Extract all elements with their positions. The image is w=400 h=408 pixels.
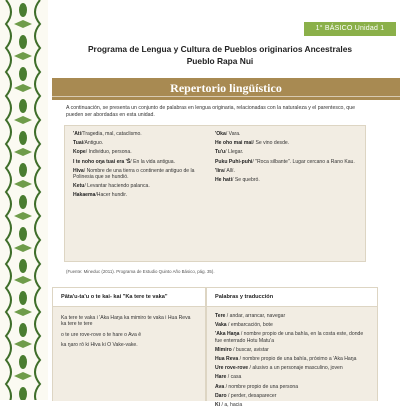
translation-entry	[215, 313, 369, 319]
vocab-term: 'Oka	[215, 131, 226, 137]
translation-entry	[215, 384, 369, 390]
translation-box	[206, 287, 378, 408]
vocab-entry	[73, 140, 203, 146]
section-title: Repertorio lingüístico	[170, 81, 282, 95]
vocab-term: Ketu	[73, 183, 85, 190]
vocab-entry	[215, 131, 355, 137]
vocab-def: /Antiguo.	[83, 140, 104, 147]
vocab-entry	[215, 168, 355, 174]
song-line: ka ŋaro rō ki Hiva ki O Vake-vake.	[61, 342, 138, 349]
vocabulary-box	[64, 125, 366, 262]
song-heading: Pāta'u-ta'u o te kai- kai "Ka tere te vaka"	[53, 288, 205, 307]
vocab-term: 'Iira	[215, 167, 224, 174]
translation-def: / alusivo a un personaje masculino, joven	[248, 365, 343, 372]
translation-term: Ure rove-rove	[215, 365, 249, 372]
vocab-entry	[215, 159, 355, 165]
translation-term: Hare	[215, 374, 227, 381]
vocab-def: / Llegar.	[225, 149, 244, 156]
translation-term: Ŋaro	[215, 392, 227, 399]
vocabulary-column-right	[215, 131, 355, 186]
translation-term: Ki	[215, 402, 221, 408]
song-line: o te ure rove-rove o te hare o Ava ē	[61, 331, 142, 338]
song-box	[52, 287, 206, 401]
vocab-entry	[73, 131, 203, 137]
vocab-def: / En la vida antigua.	[130, 158, 175, 165]
intro-paragraph: A continuación, se presenta un conjunto de palabras en lengua originaria, relacionadas con la naturaleza y el parentesco, que pueden ser abordadas en esta unidad.	[66, 105, 355, 118]
translation-term: Ava	[215, 383, 225, 390]
vocab-def: / Allí.	[223, 167, 235, 174]
translation-def: / buscar, avistar	[231, 346, 269, 353]
vocab-term: Puku Puhi-puhi	[215, 158, 253, 165]
vocab-entry	[215, 177, 355, 183]
translation-def: / andar, arrancar, navegar	[225, 313, 286, 319]
translation-heading: Palabras y traducción	[207, 288, 377, 307]
vocab-term: Hakaema	[73, 192, 96, 199]
translation-term: Tere	[215, 313, 226, 319]
translation-def: / a, hacia	[220, 402, 243, 408]
translation-term: 'Aka Haŋa	[215, 331, 240, 338]
vocab-term: He hati	[215, 177, 232, 184]
vocab-entry	[215, 149, 355, 155]
vocab-def: / Nombre de una tierra o continente antiguo de la Polinesia que se hundió.	[73, 167, 195, 181]
vocab-term: Kope	[73, 149, 86, 156]
leaf-pattern-icon	[0, 0, 48, 400]
vocab-def: / Se vino desde.	[252, 140, 290, 147]
vocab-def: / Vara.	[225, 131, 241, 137]
vocab-term: Tuai	[73, 140, 84, 147]
vocab-term: Hiva	[73, 167, 84, 174]
vocab-term: He oho mai mai	[215, 140, 253, 147]
translation-entry	[215, 322, 369, 328]
vocab-entry	[73, 183, 203, 189]
translation-def: / embarcación, bote	[226, 322, 273, 329]
translation-entry	[215, 365, 369, 371]
vocab-entry	[73, 149, 203, 155]
translation-list	[207, 307, 377, 408]
vocab-def: / Levantar haciendo palanca.	[84, 183, 150, 190]
decorative-border	[0, 0, 48, 400]
translation-def: / casa	[226, 374, 242, 381]
vocab-entry	[73, 159, 203, 165]
grade-badge: 1° BÁSICO Unidad 1	[304, 22, 396, 36]
vocab-entry	[215, 140, 355, 146]
translation-entry	[215, 402, 369, 408]
section-banner	[52, 78, 400, 100]
translation-term: Vaka	[215, 322, 227, 329]
vocab-entry	[73, 192, 203, 198]
vocab-def: / Individuo, persona.	[85, 149, 132, 156]
translation-def: / nombre propio de una bahía, en la costa este, donde fue enterrado Hotu Matu'a	[215, 331, 364, 344]
banner-divider	[52, 96, 400, 97]
source-citation: (Fuente: Mineduc (2011). Programa de Estudio Quinto Año Básico, pág. 35).	[66, 269, 215, 274]
song-line: Ka tere te vaka i 'Aka Haŋa ka mimiro te vaka i Hua Reva ka tere te tere	[61, 315, 191, 328]
vocabulary-column-left	[73, 131, 203, 202]
program-title: Programa de Lengua y Cultura de Pueblos originarios Ancestrales	[87, 44, 353, 54]
vocab-def: /Tragedia, mal, cataclismo.	[81, 131, 142, 137]
song-lyrics	[53, 307, 205, 349]
translation-entry	[215, 356, 369, 362]
translation-entry	[215, 347, 369, 353]
vocab-term: Tu'u	[215, 149, 226, 156]
vocab-term: 'Ati	[73, 131, 82, 137]
vocab-entry	[73, 168, 203, 180]
translation-entry	[215, 331, 369, 343]
translation-term: Mimiro	[215, 346, 232, 353]
vocab-term: I te noho oŋa tuai era 'Ŝ	[73, 158, 131, 165]
program-subtitle: Pueblo Rapa Nui	[186, 56, 254, 66]
translation-term: Hua Reva	[215, 356, 239, 363]
vocab-def: /Hacer hundir.	[95, 192, 128, 199]
translation-def: / nombre propio de una bahía, próximo a 'Aka Haŋa	[238, 356, 357, 363]
translation-def: / nombre propio de una persona	[224, 383, 299, 390]
vocab-def: / Se quebró.	[231, 177, 260, 184]
vocab-def: / "Roca silbante". Lugar cercano a Rano Kau.	[252, 158, 355, 165]
translation-entry	[215, 374, 369, 380]
translation-entry	[215, 393, 369, 399]
translation-def: / perder, desaparecer	[226, 392, 277, 399]
